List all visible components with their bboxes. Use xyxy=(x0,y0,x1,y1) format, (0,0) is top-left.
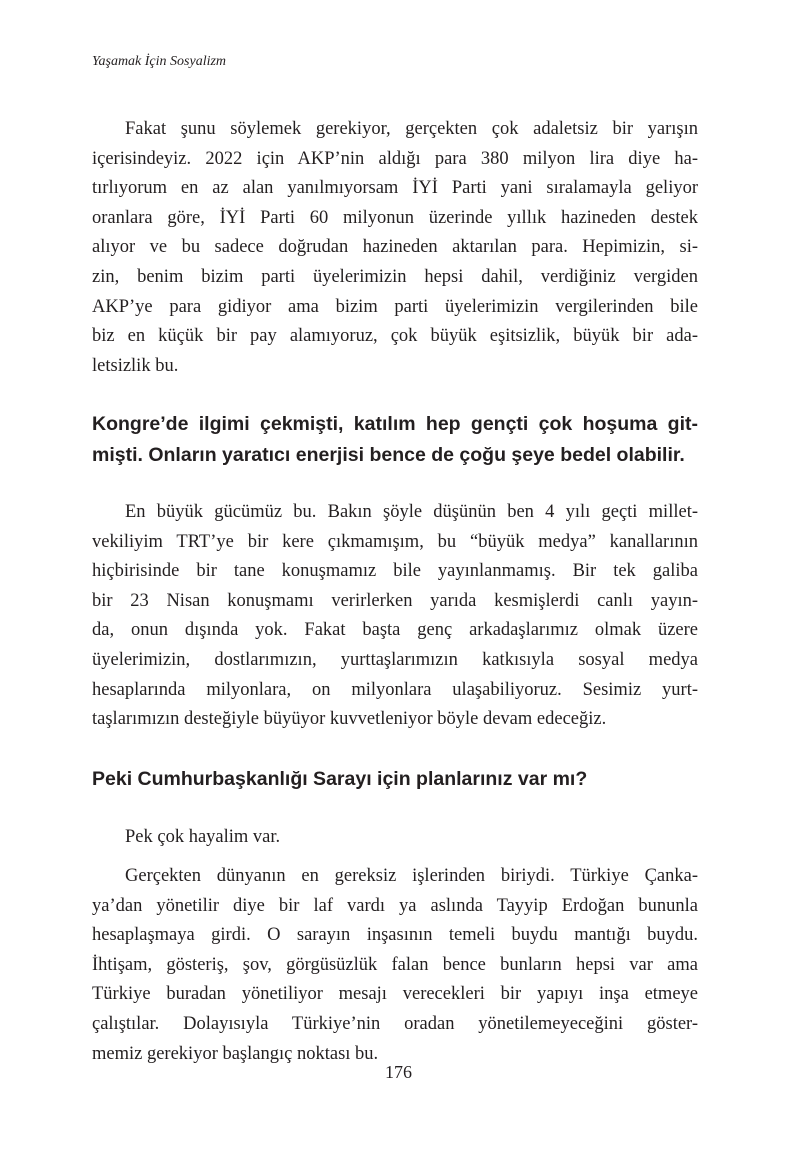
question-line: Kongre’de ilgimi çekmişti, katılım hep gençti çok hoşuma git- xyxy=(92,413,698,435)
text-line: hesaplarında milyonlara, on milyonlara ulaşabiliyoruz. Sesimiz yurt- xyxy=(92,679,698,700)
paragraph-4 xyxy=(92,862,698,1069)
text-line: oranlara göre, İYİ Parti 60 milyonun üzerinde yıllık hazineden destek xyxy=(92,207,698,228)
question-2 xyxy=(92,764,698,795)
text-line: tırlıyorum en az alan yanılmıyorsam İYİ Parti yani sıralamayla geliyor xyxy=(92,178,698,199)
text-line: ya’dan yönetilir diye bir laf vardı ya aslında Tayyip Erdoğan bununla xyxy=(92,895,698,916)
question-line: Peki Cumhurbaşkanlığı Sarayı için planlarınız var mı? xyxy=(92,768,588,790)
text-line: En büyük gücümüz bu. Bakın şöyle düşünün ben 4 yılı geçti millet- xyxy=(125,502,698,522)
text-line: Gerçekten dünyanın en gereksiz işlerinden biriydi. Türkiye Çanka- xyxy=(125,866,698,886)
text-line: zin, benim bizim parti üyelerimizin hepsi dahil, verdiğiniz vergiden xyxy=(92,266,698,287)
text-line: Türkiye buradan yönetiliyor mesajı verecekleri bir yapıyı inşa etmeye xyxy=(92,984,698,1005)
text-line: alıyor ve bu sadece doğrudan hazineden aktarılan para. Hepimizin, si- xyxy=(92,237,698,258)
text-line: hesaplaşmaya girdi. O sarayın inşasının temeli buydu mantığı buydu. xyxy=(92,925,698,946)
text-line: biz en küçük bir pay alamıyoruz, çok büyük eşitsizlik, büyük bir ada- xyxy=(92,326,698,347)
text-line: üyelerimizin, dostlarımızın, yurttaşlarımızın katkısıyla sosyal medya xyxy=(92,649,698,670)
question-line: mişti. Onların yaratıcı enerjisi bence de çoğu şeye bedel olabilir. xyxy=(92,444,685,466)
page-number: 176 xyxy=(385,1062,412,1082)
text-line: bir 23 Nisan konuşmamı verirlerken yarıda kesmişlerdi canlı yayın- xyxy=(92,590,698,611)
text-line: çalıştılar. Dolayısıyla Türkiye’nin oradan yönetilemeyeceğini göster- xyxy=(92,1013,698,1034)
text-line: taşlarımızın desteğiyle büyüyor kuvvetleniyor böyle devam edeceğiz. xyxy=(92,709,607,730)
text-line: memiz gerekiyor başlangıç noktası bu. xyxy=(92,1043,379,1064)
text-line: Pek çok hayalim var. xyxy=(125,827,281,847)
question-1 xyxy=(92,409,698,471)
text-line: İhtişam, gösteriş, şov, görgüsüzlük falan bence bunların hepsi var ama xyxy=(92,954,698,975)
paragraph-3 xyxy=(92,823,698,853)
text-line: letsizlik bu. xyxy=(92,355,179,376)
text-line: AKP’ye para gidiyor ama bizim parti üyelerimizin vergilerinden bile xyxy=(92,296,698,317)
text-line: içerisindeyiz. 2022 için AKP’nin aldığı para 380 milyon lira diye ha- xyxy=(92,148,698,169)
text-line: Fakat şunu söylemek gerekiyor, gerçekten çok adaletsiz bir yarışın xyxy=(125,119,698,139)
paragraph-1 xyxy=(92,115,698,381)
paragraph-2 xyxy=(92,498,698,735)
running-header: Yaşamak İçin Sosyalizm xyxy=(92,54,227,69)
text-line: hiçbirisinde bir tane konuşmamız bile yayınlanmamış. Bir tek galiba xyxy=(92,561,698,582)
text-line: vekiliyim TRT’ye bir kere çıkmamışım, bu “büyük medya” kanallarının xyxy=(92,531,698,552)
text-line: da, onun dışında yok. Fakat başta genç arkadaşlarımız olmak üzere xyxy=(92,620,698,641)
